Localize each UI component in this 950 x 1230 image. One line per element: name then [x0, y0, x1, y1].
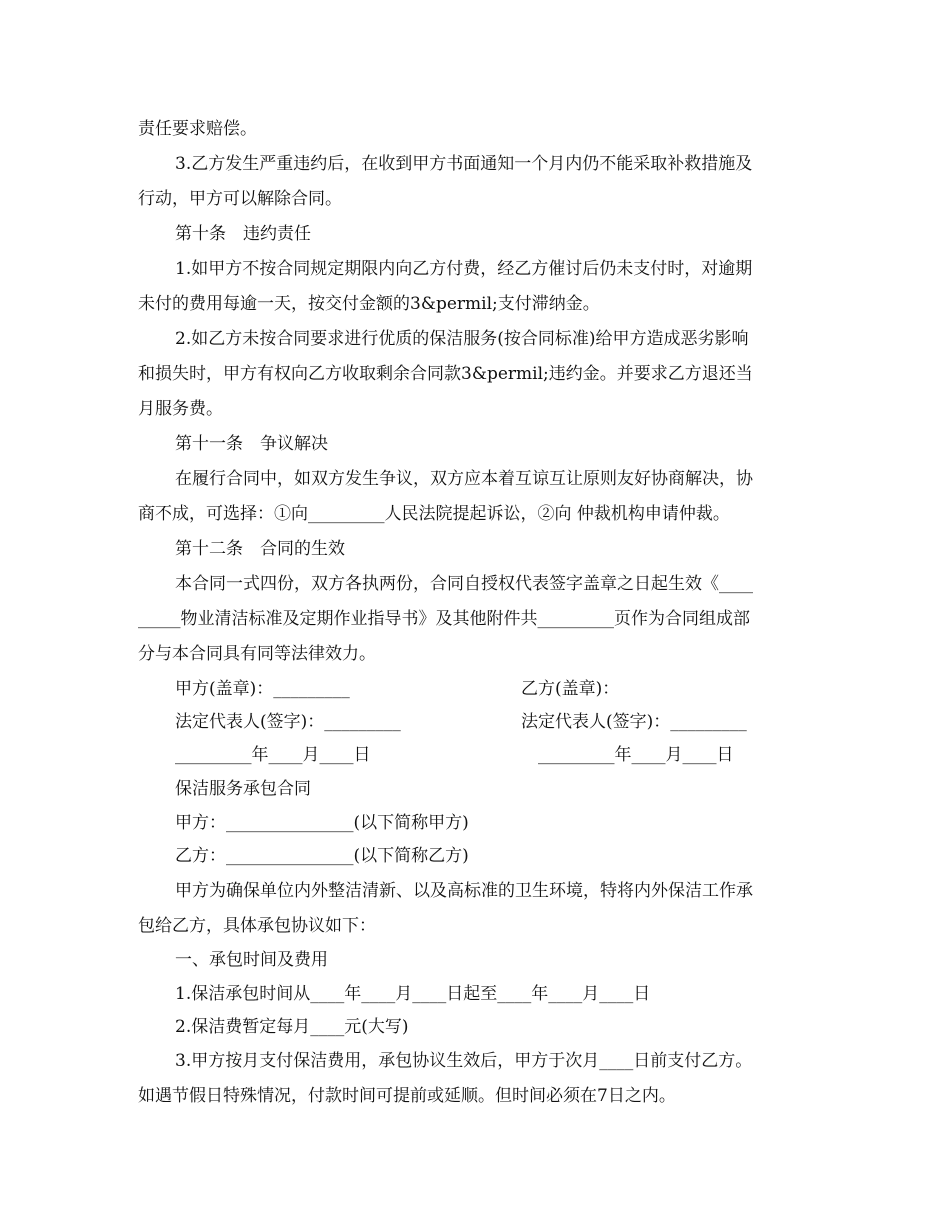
- party-a-representative: 法定代表人(签字)：_________: [175, 712, 401, 732]
- party-b-line: 乙方：_______________(以下简称乙方): [175, 846, 469, 866]
- text-line: 在履行合同中，如双方发生争议，双方应本着互谅互让原则友好协商解决，协: [175, 469, 753, 489]
- party-b-seal: 乙方(盖章)：: [521, 679, 620, 699]
- section-heading: 第十二条 合同的生效: [175, 539, 345, 559]
- section-heading: 第十一条 争议解决: [175, 434, 328, 454]
- text-line: 1.如甲方不按合同规定期限内向乙方付费，经乙方催讨后仍未支付时，对逾期: [175, 259, 753, 279]
- text-line: 未付的费用每逾一天，按交付金额的3&permil;支付滞纳金。: [138, 294, 600, 314]
- party-a-seal: 甲方(盖章)：_________: [175, 679, 350, 699]
- text-line: 1.保洁承包时间从____年____月____日起至____年____月____日: [175, 984, 651, 1004]
- party-a-line: 甲方：_______________(以下简称甲方): [175, 813, 469, 833]
- text-line: 行动，甲方可以解除合同。: [138, 189, 342, 209]
- text-line: _____物业清洁标准及定期作业指导书》及其他附件共_________页作为合同组成部: [138, 609, 750, 629]
- text-line: 甲方为确保单位内外整洁清新、以及高标准的卫生环境，特将内外保洁工作承: [175, 881, 753, 901]
- text-line: 3.乙方发生严重违约后，在收到甲方书面通知一个月内仍不能采取补救措施及: [175, 154, 753, 174]
- text-line: 2.如乙方未按合同要求进行优质的保洁服务(按合同标准)给甲方造成恶劣影响: [175, 329, 749, 349]
- section-heading: 一、承包时间及费用: [175, 950, 328, 970]
- section-heading: 第十条 违约责任: [175, 224, 311, 244]
- text-line: 3.甲方按月支付保洁费用，承包协议生效后，甲方于次月____日前支付乙方。: [175, 1051, 753, 1071]
- text-line: 商不成，可选择：①向_________人民法院提起诉讼，②向 仲裁机构申请仲裁。: [138, 504, 730, 524]
- text-line: 包给乙方，具体承包协议如下：: [138, 916, 376, 936]
- party-b-date: _________年____月____日: [538, 745, 734, 765]
- contract-title: 保洁服务承包合同: [175, 779, 311, 799]
- party-b-representative: 法定代表人(签字)：_________: [521, 712, 747, 732]
- text-line: 本合同一式四份，双方各执两份，合同自授权代表签字盖章之日起生效《____: [175, 574, 753, 594]
- party-a-date: _________年____月____日: [175, 745, 371, 765]
- text-line: 2.保洁费暂定每月____元(大写): [175, 1017, 409, 1037]
- text-line: 和损失时，甲方有权向乙方收取剩余合同款3&permil;违约金。并要求乙方退还当: [138, 364, 753, 384]
- text-line: 如遇节假日特殊情况，付款时间可提前或延顺。但时间必须在7日之内。: [138, 1086, 676, 1106]
- text-line: 责任要求赔偿。: [138, 119, 257, 139]
- text-line: 月服务费。: [138, 399, 223, 419]
- text-line: 分与本合同具有同等法律效力。: [138, 644, 376, 664]
